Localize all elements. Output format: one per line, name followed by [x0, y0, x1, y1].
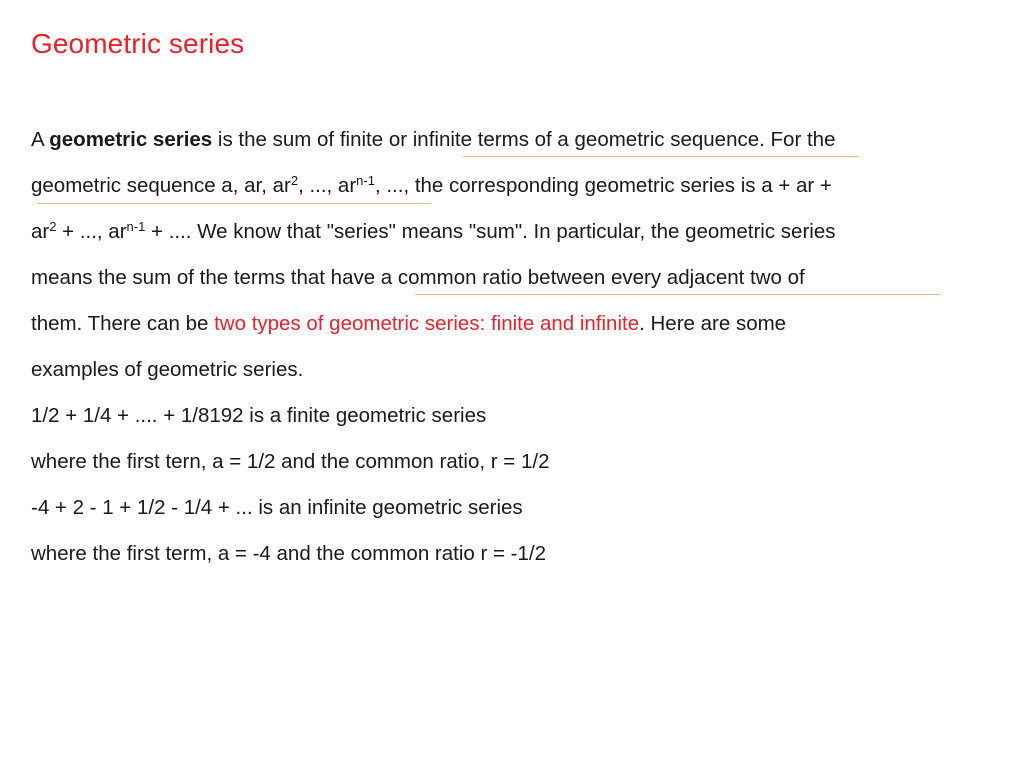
paragraph-line-6	[31, 350, 991, 396]
exponent: n-1	[356, 173, 375, 188]
line-2-text-c: , ..., the corresponding geometric series is a + ar +	[374, 174, 832, 197]
underline-decoration	[37, 203, 431, 204]
paragraph-line-5	[31, 304, 991, 350]
paragraph-line-2	[31, 166, 991, 212]
paragraph-line-3	[31, 212, 991, 258]
line-5-text-b: . Here are some	[639, 312, 787, 335]
exponent: n-1	[126, 219, 146, 234]
content-body	[31, 120, 991, 580]
example-line: where the first tern, a = 1/2 and the common ratio, r = 1/2	[31, 450, 550, 473]
exponent: 2	[290, 173, 299, 188]
line-2-text-a: geometric sequence a, ar, ar	[31, 174, 291, 197]
line-2-text-b: , ..., ar	[298, 174, 357, 197]
line-3-text-a: ar	[31, 220, 50, 243]
line-4-text: means the sum of the terms that have a common ratio between every adjacent two of	[31, 266, 805, 289]
example-line: where the first term, a = -4 and the common ratio r = -1/2	[31, 542, 547, 565]
line-5-text-a: them. There can be	[31, 312, 215, 335]
line-3-text-b: + ..., ar	[56, 220, 127, 243]
paragraph-line-4	[31, 258, 991, 304]
geometric-series-term: geometric series	[49, 128, 213, 151]
underline-decoration	[463, 156, 858, 157]
example-line: 1/2 + 1/4 + .... + 1/8192 is a finite geometric series	[31, 404, 487, 427]
paragraph-line-1	[31, 120, 991, 166]
highlighted-phrase: two types of geometric series: finite and infinite	[214, 312, 640, 335]
line-1-text: is the sum of finite or infinite terms of a geometric sequence. For the	[217, 128, 836, 151]
page-title: Geometric series	[31, 28, 245, 59]
line-6-text: examples of geometric series.	[31, 358, 304, 381]
intro-article: A	[31, 128, 44, 151]
exponent: 2	[49, 219, 57, 234]
underline-decoration	[415, 294, 940, 295]
line-3-text-c: + .... We know that "series" means "sum". In particular, the geometric series	[145, 220, 836, 243]
example-line: -4 + 2 - 1 + 1/2 - 1/4 + ... is an infinite geometric series	[31, 496, 523, 519]
